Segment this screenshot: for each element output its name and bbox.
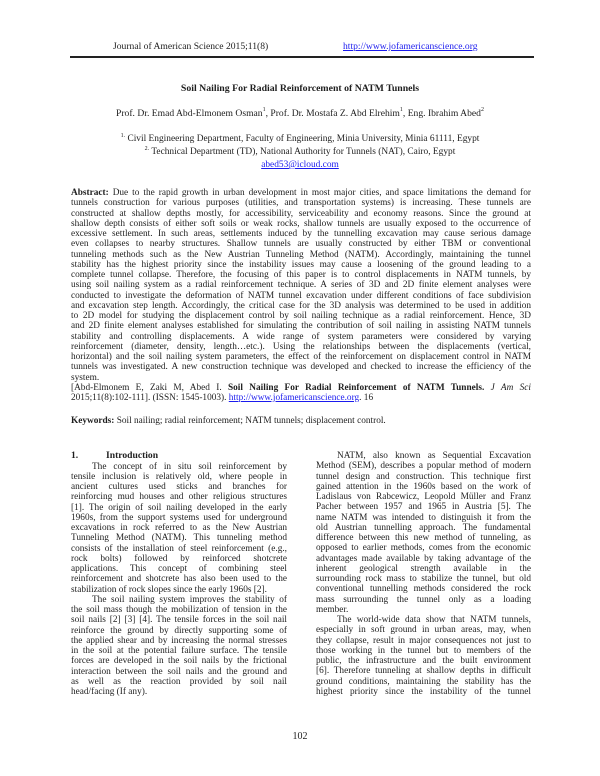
keywords-text: Soil nailing; radial reinforcement; NATM tunnels; displacement control. <box>114 416 386 426</box>
email-row <box>0 160 600 170</box>
column-line: The soil nailing system improves the stability of <box>92 594 287 605</box>
abstract-line: complete tunnel collapse. Therefore, the focusing of this paper is to control displacements in NATM tunnels, by <box>71 270 531 280</box>
column-line: stabilization of rock slopes since the early 1960s [2]. <box>71 584 267 595</box>
column-line: reinforcing mud houses and other religious structures <box>71 492 287 503</box>
author-list <box>0 108 600 119</box>
column-line: rock bolts) followed by reinforced shotcrete <box>71 553 287 564</box>
left-column <box>71 462 287 698</box>
separator: , <box>265 108 271 119</box>
column-line: applications. This concept of combining steel <box>71 564 287 574</box>
column-line: NATM, also known as Sequential Excavation <box>337 451 531 461</box>
column-line: reinforcement and shotcrete has also been used to the <box>71 574 287 585</box>
column-line: reinforce the ground by directly supporting some of <box>71 625 287 636</box>
abstract-text: Due to the rapid growth in urban development in most major cities, and space limitations the demand for <box>108 188 531 198</box>
column-line: head/facing (If any). <box>71 687 148 697</box>
column-line: as well as the reaction provided by soil nail <box>71 676 287 687</box>
column-line: old Austrian tunnelling approach. The fundamental <box>316 522 531 533</box>
column-line: name NATM was intended to distinguish it from the <box>316 512 531 523</box>
author-name: Prof. Dr. Mostafa Z. Abd Elrehim <box>270 108 400 119</box>
abstract-line: conducted to investigate the deformation of NATM tunnel excavation under different conditions of face subdivision <box>71 290 531 301</box>
column-line: advantages made available by taking advantage of the <box>316 553 531 564</box>
abstract-line: stability has the highest priority since the instability issues may cause a loosening of the ground leading to a <box>71 259 531 270</box>
abstract-label: Abstract: <box>71 188 109 198</box>
affiliation-mark: 2. <box>144 146 150 152</box>
column-line: in the soil at the potential failure surface. The tensile <box>71 646 287 656</box>
citation-line-2 <box>71 393 531 403</box>
header-rule <box>70 56 534 58</box>
column-line: the applied shear and by increasing the normal stresses <box>71 635 287 646</box>
section-heading: Introduction <box>106 450 159 461</box>
column-line: interaction between the soil nails and the ground and <box>71 666 287 677</box>
column-line: difference between this new method of tunneling, as <box>316 533 531 543</box>
line-group <box>71 198 531 383</box>
abstract-line: and 2D finite element analyses established for simulating the contribution of soil nailing in assisting NATM tunnels <box>71 321 531 332</box>
column-line: Pacher between 1957 and 1965 in Austria [5]. The <box>316 502 531 513</box>
keywords <box>71 416 531 426</box>
column-line: especially in soft ground in urban areas, may, when <box>316 625 531 636</box>
citation-journal: J Am Sci <box>484 382 531 393</box>
abstract-line: to 2D model for studying the displacement control by soil nailing technique as a radial reinforcement. Hence, 3D <box>71 311 531 321</box>
citation-url-link[interactable]: http://www.jofamericanscience.org <box>228 393 360 403</box>
abstract-line: shallow depth consists of either soft soils or weak rocks, shallow tunnels are usually exposed to the occurrence of <box>71 218 531 229</box>
abstract-line: even collapses to nearby structures. Shallow tunnels are usually constructed by either TBM or conventional <box>71 239 531 250</box>
line-group <box>71 462 287 698</box>
email-link[interactable]: abed53@icloud.com <box>261 160 339 170</box>
column-line: excavations in rock referred to as the New Austrian <box>71 523 287 533</box>
affiliation-1 <box>0 134 600 144</box>
column-line: those working in the tunnel but to members of the <box>316 645 531 656</box>
column-line: public, the infrastructure and the built environment <box>316 656 531 666</box>
column-line: ancient cultures used sticks and branches for <box>71 482 287 492</box>
column-line: The world-wide data show that NATM tunnels, <box>337 615 531 625</box>
section-number: 1. <box>71 450 79 461</box>
column-line: Method (SEM), describes a popular method of modern <box>316 461 531 472</box>
journal-url-link[interactable]: http://www.jofamericanscience.org <box>343 41 478 52</box>
abstract-line: and excavation step length. Accordingly, the critical case for the 3D analysis was determined to be used in addition <box>71 300 531 311</box>
column-line: member. <box>316 604 349 615</box>
column-line: inherent geological strength available in the <box>316 563 531 574</box>
keywords-label: Keywords: <box>71 416 115 426</box>
abstract-line: tunnels construction for various purposes (utilities, and transportation systems) is increasing. These tunnels are <box>71 198 531 209</box>
affiliation-text: Civil Engineering Department, Faculty of Engineering, Minia University, Minia 61111, Egypt <box>125 134 480 144</box>
column-line: tensile inclusion is relatively old, where people in <box>71 471 287 482</box>
column-line: mass surrounding the tunnel only as a loading <box>316 594 531 605</box>
author-name: Prof. Dr. Emad Abd-Elmonem Osman <box>116 108 263 119</box>
column-line: ground conditions, maintaining the stability has the <box>316 676 531 687</box>
column-line: Ladislaus von Rabcewicz, Leopold Müller and Franz <box>316 492 531 502</box>
running-header-journal: Journal of American Science 2015;11(8) <box>113 41 269 52</box>
column-line: The concept of in situ soil reinforcement by <box>92 461 287 472</box>
author <box>270 108 407 119</box>
column-line: Tunneling Method (NATM). This tunneling method <box>71 533 287 544</box>
separator: , <box>402 108 408 119</box>
abstract-line: excessive settlement. In such areas, settlements induced by the tunnelling excavation may cause serious damage <box>71 229 531 239</box>
abstract-line <box>71 188 531 198</box>
column-line: tunnel design and construction. This technique first <box>316 471 531 482</box>
author-affiliation-mark: 2 <box>480 107 484 113</box>
abstract-line: system. <box>71 372 100 383</box>
column-line: opposed to earlier methods, comes from the economic <box>316 543 531 554</box>
line-group <box>316 451 531 697</box>
affiliation-mark: 1. <box>120 133 126 139</box>
abstract-line: constructed at shallow depths mostly, for accessibility, serviceability and economy reasons. Since the ground at <box>71 208 531 219</box>
abstract-line: horizontal) and the soil nailing system parameters, the effect of the reinforcement on displacement control in NATM <box>71 352 531 362</box>
column-line: [1]. The origin of soil nailing developed in the early <box>71 502 287 513</box>
column-line: conventional tunnelling methods considered the rock <box>316 584 531 595</box>
column-line: the soil mass though the mobilization of tension in the <box>71 605 287 615</box>
column-line: 1960s, from the support systems used for underground <box>71 512 287 523</box>
column-line: they collapse, result in major consequences not just to <box>316 635 531 646</box>
abstract <box>71 188 531 403</box>
citation-authors: [Abd-Elmonem E, Zaki M, Abed I. <box>71 382 228 393</box>
citation-line-1 <box>71 383 531 393</box>
author-name: Eng. Ibrahim Abed <box>407 108 481 119</box>
abstract-line: stability and controlling displacements. A wide range of system parameters were considered by varying <box>71 331 531 342</box>
citation-details: 2015;11(8):102-111]. (ISSN: 1545-1003). <box>71 393 229 403</box>
abstract-line: reinforcement (diameter, density, length…etc.). Using the relationships between the displacements (vertical, <box>71 341 531 352</box>
affiliation-text: Technical Department (TD), National Authority for Tunnels (NAT), Cairo, Egypt <box>149 147 456 157</box>
author-affiliation-mark: 1 <box>399 107 403 113</box>
column-line: forces are developed in the soil nails by the frictional <box>71 656 287 667</box>
abstract-line: tunneling methods such as the New Austrian Tunneling Method (NATM). Accordingly, maintaining the tunnel <box>71 249 531 260</box>
column-line: surrounding rock mass to stabilize the tunnel, but old <box>316 574 531 584</box>
author <box>408 108 484 119</box>
page-number: 102 <box>292 731 308 742</box>
affiliation-2 <box>0 147 600 157</box>
column-line: soil nails [2] [3] [4]. The tensile forces in the soil nail <box>71 615 287 626</box>
right-column <box>316 451 531 697</box>
author <box>116 108 270 119</box>
abstract-line: using soil nailing system as a radial reinforcement technique. A series of 3D and 2D finite element analyses were <box>71 280 531 291</box>
citation-title: Soil Nailing For Radial Reinforcement of NATM Tunnels. <box>227 382 485 393</box>
abstract-line: tunnels was investigated. A new construction technique was developed and checked to increase the efficiency of the <box>71 362 531 373</box>
paper-title: Soil Nailing For Radial Reinforcement of NATM Tunnels <box>180 83 420 94</box>
column-line: gained attention in the 1960s based on the work of <box>316 481 531 492</box>
column-line: consists of the installation of steel reinforcement (e.g., <box>71 543 287 554</box>
author-affiliation-mark: 1 <box>262 107 266 113</box>
column-line: highest priority since the instability of the tunnel <box>316 686 531 697</box>
column-line: [6]. Therefore tunneling at shallow depths in difficult <box>316 666 531 677</box>
citation-suffix: . 16 <box>359 393 374 403</box>
